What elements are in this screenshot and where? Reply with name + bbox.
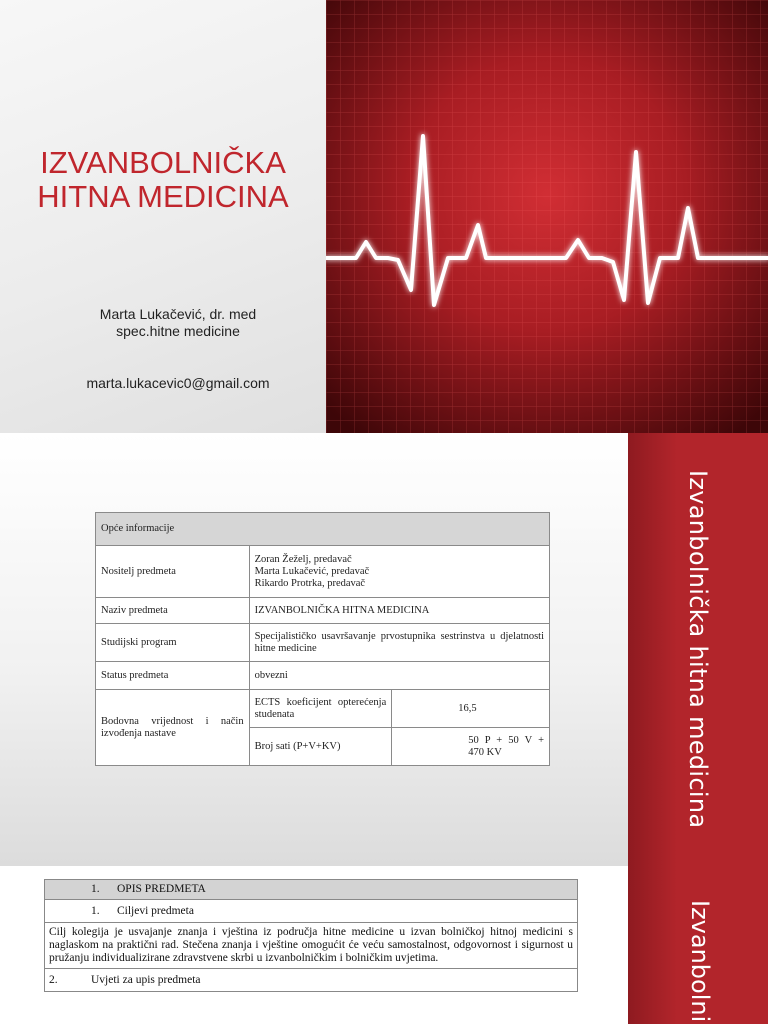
sati-value: 50 P + 50 V + 470 KV (392, 728, 550, 766)
status-value: obvezni (249, 662, 549, 690)
author-name: Marta Lukačević, dr. med (99, 306, 257, 322)
general-info-panel (0, 433, 628, 866)
subsection-heading (44, 900, 578, 923)
table-header: Opće informacije (96, 513, 550, 546)
nositelj-label: Nositelj predmeta (96, 546, 250, 598)
course-description-slide (0, 866, 768, 1024)
ects-value: 16,5 (392, 690, 550, 728)
ecg-heartbeat-image (326, 0, 768, 433)
program-label: Studijski program (96, 624, 250, 662)
section-title: OPIS PREDMETA (117, 883, 206, 895)
goals-paragraph: Cilj kolegija je usvajanje znanja i vještina iz područja hitne medicine u izvan bolničkoj hitnoj medicini s naglaskom na praktični rad. Stečena znanja i vještine omogućit će veću samostalnost, odgovornost i sigurnost u pružanju individualizirane zdravstvene skrbi u izvanbolničkim i bolničkim uvjetima. (44, 923, 578, 969)
subsection-title-2: Uvjeti za upis predmeta (91, 974, 201, 986)
vertical-title-wrap (628, 433, 768, 866)
lecturer-3: Rikardo Protrka, predavač (254, 577, 366, 589)
ects-label: ECTS koeficijent opterećenja studenata (249, 690, 392, 728)
nositelj-values (249, 546, 549, 598)
section-number: 1. (91, 883, 100, 895)
title-line-1: IZVANBOLNIČKA (40, 145, 286, 180)
lecturer-1: Zoran Žeželj, predavač (254, 553, 352, 565)
section-heading (44, 879, 578, 900)
subsection-number: 1. (91, 905, 100, 917)
table-header-row (96, 513, 550, 546)
status-label: Status predmeta (96, 662, 250, 690)
program-value: Specijalističko usavršavanje prvostupnika sestrinstva u djelatnosti hitne medicine (249, 624, 549, 662)
subsection-heading-2 (44, 969, 578, 992)
bodovna-label: Bodovna vrijednost i način izvođenja nastave (96, 690, 250, 766)
table-row (96, 662, 550, 690)
vertical-title-band (628, 433, 768, 866)
table-row (96, 690, 550, 728)
lecturer-2: Marta Lukačević, predavač (254, 565, 370, 577)
course-description-table (44, 879, 578, 992)
author-block (28, 306, 328, 340)
table-row (96, 598, 550, 624)
general-info-table (95, 512, 550, 766)
vertical-title-band-2 (628, 866, 768, 1024)
naziv-value: IZVANBOLNIČKA HITNA MEDICINA (249, 598, 549, 624)
title-line-2: HITNA MEDICINA (37, 179, 289, 214)
subsection-title: Ciljevi predmeta (117, 905, 194, 917)
table-row (96, 546, 550, 598)
subsection-number-2: 2. (49, 974, 58, 986)
vertical-title: Izvanbolnička hitna medicina (684, 470, 712, 829)
title-slide (0, 0, 768, 433)
title-slide-left-panel (0, 0, 326, 433)
author-email: marta.lukacevic0@gmail.com (86, 375, 270, 391)
table-row (96, 624, 550, 662)
presentation-title (8, 146, 318, 214)
vertical-title-2: Izvanbolni (686, 900, 714, 1023)
author-title: spec.hitne medicine (116, 323, 240, 339)
course-description-panel (0, 866, 628, 1024)
sati-label: Broj sati (P+V+KV) (249, 728, 392, 766)
general-info-slide (0, 433, 768, 866)
naziv-label: Naziv predmeta (96, 598, 250, 624)
